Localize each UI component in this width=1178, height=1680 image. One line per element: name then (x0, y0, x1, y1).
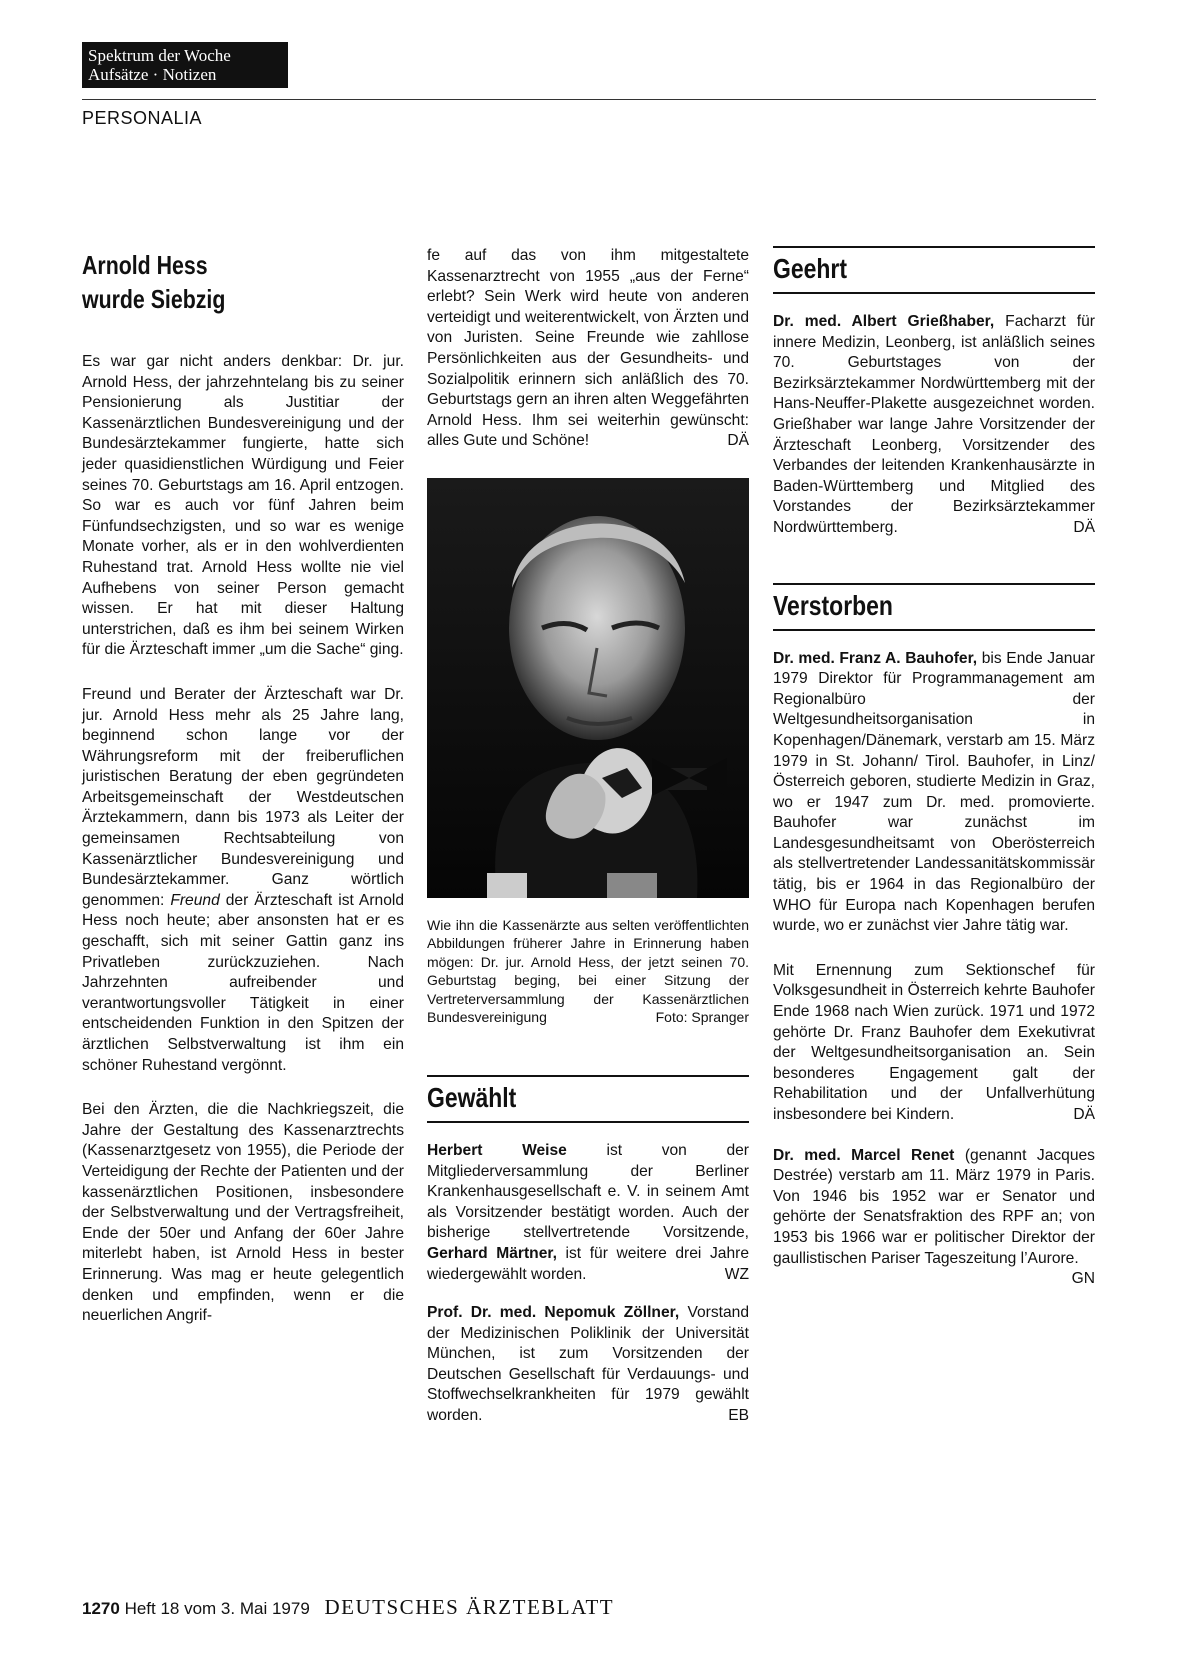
article-paragraph-2 (82, 685, 404, 1076)
verstorben-entry-2-sign: GN (1071, 1270, 1095, 1288)
gewaehlt-heading: Gewählt (427, 1081, 517, 1113)
verstorben-entry-1-name: Dr. med. Franz A. Bauhofer, (773, 649, 978, 667)
page-number: 1270 (82, 1599, 120, 1618)
section-heading-gewaehlt (427, 1075, 749, 1123)
gewaehlt-entry-1 (427, 1141, 749, 1285)
gewaehlt-entry-2-name: Prof. Dr. med. Nepomuk Zöllner, (427, 1304, 680, 1322)
geehrt-entry-name: Dr. med. Albert Grießhaber, (773, 313, 995, 330)
portrait-image (427, 478, 749, 898)
article-paragraph-4-text: fe auf das von ihm mitgestaltete Kassenarztrecht von 1955 „aus der Ferne“ erlebt? Sein Werk wird heute von anderen verteidigt und weiterentwickelt, von Ärzten und von Juristen. Seine Freunde wie zahllose Persönlichkeiten aus der Gesundheits- und Sozialpolitik erinnern sich anläßlich des 70. Geburtstags gern an ihren alten Weggefährten Arnold Hess. Ihm sei weiterhin gewünscht: alles Gute und Schöne! (427, 247, 749, 450)
article-paragraph-3: Bei den Ärzten, die die Nachkriegszeit, die Jahre der Gestaltung des Kassenarztrechts (Kassenarztgesetz von 1955), die Periode der Verteidigung der Rechte der Patienten und der kassenärztlichen Positionen, insbesondere der Selbstverwaltung und der Vertragsfreiheit, Ende der 50er und Anfang der 60er Jahre miterlebt haben, ist Arnold Hess in bester Erinnerung. Was mag er heute gelegentlich denken und empfinden, wenn er die neuerlichen Angrif- (82, 1101, 404, 1325)
section-label: PERSONALIA (82, 108, 203, 128)
masthead-line1: Spektrum der Woche (88, 46, 231, 65)
photo-caption (427, 916, 749, 1027)
gewaehlt-entry-2-sign: EB (728, 1407, 749, 1425)
column-1 (82, 246, 404, 1327)
verstorben-entry-2 (773, 1146, 1095, 1288)
gewaehlt-entry-1-text-a: ist von der Mitgliederversammlung der Berliner Krankenhausgesellschaft e. V. in seinem Amt als Vorsitzender bestätigt worden. Auch der bisherige stellvertretende Vorsitzende, (427, 1141, 749, 1242)
column-2 (427, 246, 749, 1427)
gewaehlt-entry-1-text-b: ist für weitere drei Jahre wiedergewählt worden. (427, 1244, 749, 1283)
verstorben-entry-1-sign: DÄ (1073, 1106, 1095, 1123)
gewaehlt-entry-1-name: Herbert Weise (427, 1141, 567, 1159)
header-rule (82, 99, 1096, 100)
section-heading-verstorben (773, 583, 1095, 631)
verstorben-entry-1-paragraph-2 (773, 961, 1095, 1126)
verstorben-entry-1-text: bis Ende Januar 1979 Direktor für Programmanagement am Regionalbüro der Weltgesundheitsorganisation in Kopenhagen/Dänemark, verstarb am 15. März 1979 in St. Johann/ Tirol. Bauhofer, in Linz/Österreich geboren, studierte Medizin in Graz, wo er 1947 zum Dr. med. promovierte. Bauhofer war zunächst im Landesgesundheitsamt von Oberösterreich als stellvertretender Landessanitätskommissär tätig, bis er 1964 in das Regionalbüro der WHO für Europa nach Kopenhagen berufen wurde, wo er zunächst vier Jahre tätig war. (773, 649, 1095, 935)
article-title-line2: wurde Siebzig (82, 284, 226, 314)
verstorben-entry-2-text: (genannt Jacques Destrée) verstarb am 11. März 1979 in Paris. Von 1946 bis 1952 war er Senator und gehörte der Senatsfraktion des RPF an; von 1953 bis 1966 war er politischer Direktor der gaullistischen Pariser Tageszeitung l’Aurore. (773, 1146, 1095, 1267)
geehrt-entry (773, 312, 1095, 539)
article-paragraph-2-italic: Freund (170, 891, 220, 909)
section-heading-geehrt (773, 246, 1095, 294)
gewaehlt-entry-2-text: Vorstand der Medizinischen Poliklinik der Universität München, ist zum Vorsitzenden der Deutschen Gesellschaft für Verdauungs- und Stoffwechselkrankheiten für 1979 gewählt worden. (427, 1304, 749, 1425)
masthead-line2: Aufsätze · Notizen (88, 65, 217, 84)
portrait-photo (427, 478, 749, 898)
verstorben-entry-1 (773, 649, 1095, 937)
article-paragraph-4 (427, 246, 749, 452)
gewaehlt-entry-1-sign: WZ (724, 1265, 749, 1283)
column-3 (773, 246, 1095, 1290)
article-signature: DÄ (727, 432, 749, 450)
article-title-line1: Arnold Hess (82, 250, 208, 280)
verstorben-entry-2-name: Dr. med. Marcel Renet (773, 1146, 955, 1164)
page-footer (82, 1595, 614, 1620)
masthead (82, 42, 288, 88)
article-paragraph-2-a: Freund und Berater der Ärzteschaft war Dr. jur. Arnold Hess mehr als 25 Jahre lang, beginnend schon lange vor der Währungsreform mit der freiberuflichen juristischen Beratung der eben gegründeten Arbeitsgemeinschaft der Westdeutschen Ärztekammern, dann bis 1973 als Leiter der gemeinsamen Rechtsabteilung von Kassenärztlicher Bundesvereinigung und Bundesärztekammer. Ganz wörtlich genommen: (82, 685, 404, 909)
gewaehlt-entry-1-name2: Gerhard Märtner, (427, 1244, 557, 1262)
verstorben-entry-1-p2-text: Mit Ernennung zum Sektionschef für Volksgesundheit in Österreich kehrte Bauhofer Ende 1968 nach Wien zurück. 1971 und 1972 gehörte Dr. Franz Bauhofer dem Exekutivrat der Weltgesundheitsorganisation an. Sein besonderes Engagement galt der Rehabilitation und der Unfallverhütung insbesondere bei Kindern. (773, 961, 1095, 1123)
gewaehlt-entry-2 (427, 1303, 749, 1427)
article-paragraph-1: Es war gar nicht anders denkbar: Dr. jur. Arnold Hess, der jahrzehntelang bis zu seiner Pensionierung als Justitiar der Kassenärztlichen Bundesvereinigung und der Bundesärztekammer fungierte, hatte sich jeder quasidienstlichen Würdigung und Feier seines 70. Geburtstags am 16. April entzogen. So war es auch vor fünf Jahren beim Fünfundsechzigsten, und so war es wenige Monate vorher, als er in den wohlverdienten Ruhestand trat. Arnold Hess wollte nie viel Aufhebens von seiner Person gemacht wissen. Er hat mit dieser Haltung unterstrichen, daß es ihm bei seinem Wirken für die Ärzteschaft immer „um die Sache“ ging. (82, 353, 404, 659)
issue-info: Heft 18 vom 3. Mai 1979 (124, 1599, 310, 1618)
photo-credit: Foto: Spranger (655, 1009, 749, 1026)
geehrt-entry-text: Facharzt für innere Medizin, Leonberg, ist anläßlich seines 70. Geburtstages von der Bezirksärztekammer Nordwürttemberg mit der Hans-Neuffer-Plakette ausgezeichnet worden. Grießhaber war lange Jahre Vorsitzender der Ärzteschaft Leonberg, Vorsitzender des Verbandes der leitenden Krankenhausärzte in Baden-Württemberg und Mitglied des Vorstandes der Bezirksärztekammer Nordwürttemberg. (773, 313, 1095, 536)
geehrt-entry-sign: DÄ (1073, 518, 1095, 536)
article-paragraph-2-b: der Ärzteschaft ist Arnold Hess noch heute; aber ansonsten hat er es geschafft, sich mit seiner Gattin ganz ins Privatleben zurückzuziehen. Nach Jahrzehnten aufreibender und verantwortungsvoller Tätigkeit in einer entscheidenden Funktion in den Spitzen der ärztlichen Selbstverwaltung ist ihm ein schöner Ruhestand vergönnt. (82, 891, 405, 1074)
journal-name: DEUTSCHES ÄRZTEBLATT (324, 1595, 615, 1619)
photo-caption-text: Wie ihn die Kassenärzte aus selten veröffentlichten Abbildungen früherer Jahre in Erinnerung haben mögen: Dr. jur. Arnold Hess, der jetzt seinen 70. Geburtstag beging, bei einer Sitzung der Vertreterversammlung der Kassenärztlichen Bundesvereinigung (427, 916, 749, 1026)
geehrt-heading: Geehrt (773, 253, 848, 284)
verstorben-heading: Verstorben (773, 589, 893, 621)
